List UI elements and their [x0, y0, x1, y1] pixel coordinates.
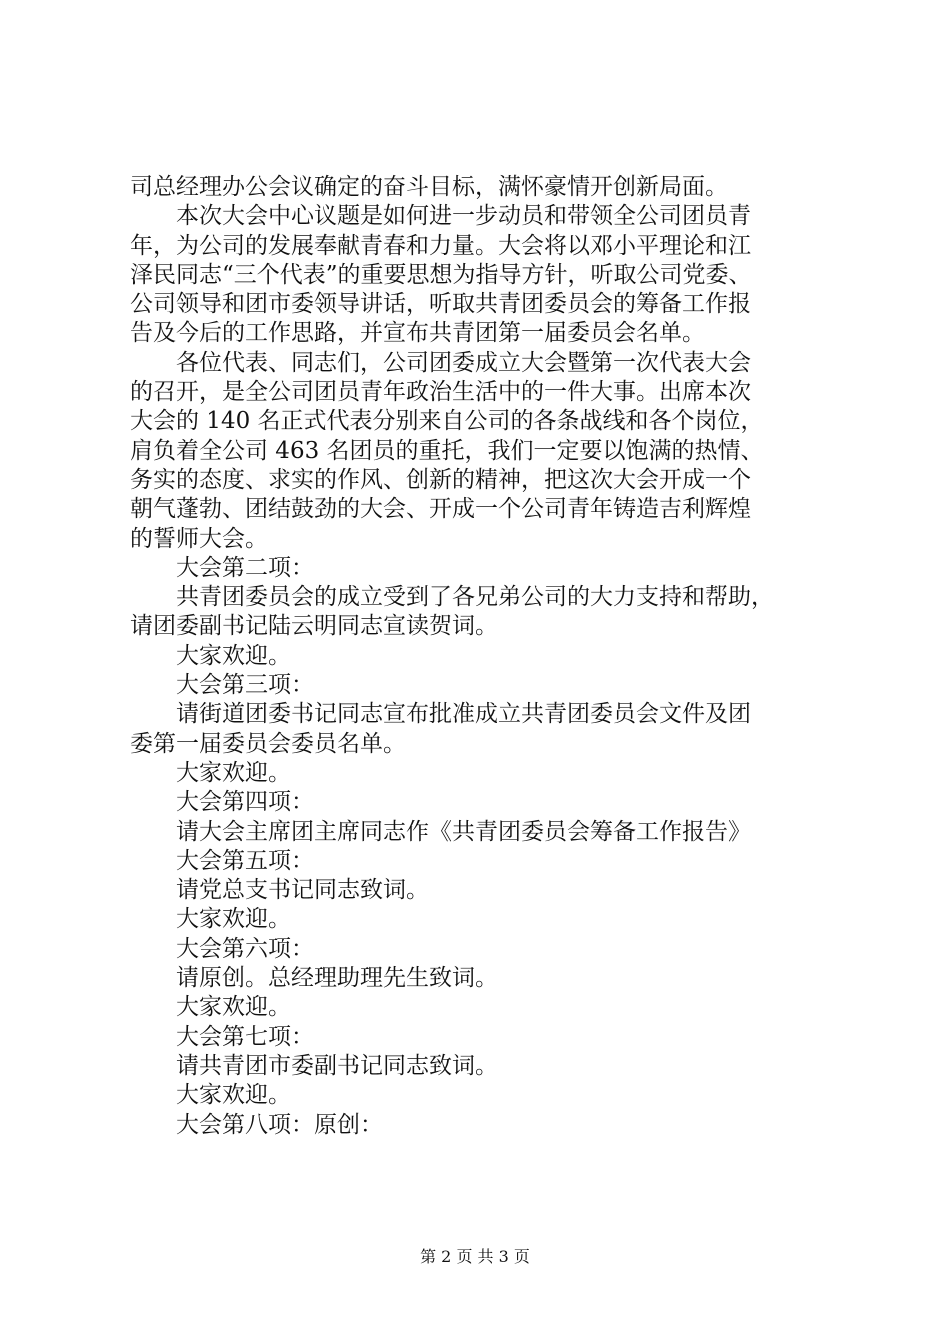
text-line: 大会的 140 名正式代表分别来自公司的各条战线和各个岗位，	[130, 408, 764, 435]
text-line: 大会第三项：	[176, 672, 314, 699]
text-line: 务实的态度、求实的作风、创新的精神，把这次大会开成一个	[130, 466, 751, 493]
text-line: 大家欢迎。	[176, 642, 291, 669]
text-line: 肩负着全公司 463 名团员的重托，我们一定要以饱满的热情、	[130, 437, 764, 464]
text-line: 请共青团市委副书记同志致词。	[176, 1052, 498, 1079]
text-line: 大会第六项：	[176, 935, 314, 962]
text-line: 大会第五项：	[176, 847, 314, 874]
text-line: 本次大会中心议题是如何进一步动员和带领全公司团员青	[176, 203, 751, 230]
text-line: 大会第二项：	[176, 554, 314, 581]
text-line: 的誓师大会。	[130, 525, 268, 552]
text-line: 请大会主席团主席同志作《共青团委员会筹备工作报告》	[176, 818, 751, 845]
text-line: 大家欢迎。	[176, 759, 291, 786]
text-line: 请原创。总经理助理先生致词。	[176, 965, 498, 992]
text-line: 委第一届委员会委员名单。	[130, 730, 406, 757]
text-line: 大家欢迎。	[176, 1082, 291, 1109]
text-line: 公司领导和团市委领导讲话，听取共青团委员会的筹备工作报	[130, 291, 751, 318]
text-line: 司总经理办公会议确定的奋斗目标，满怀豪情开创新局面。	[130, 174, 728, 200]
text-line: 大家欢迎。	[176, 906, 291, 933]
text-line: 共青团委员会的成立受到了各兄弟公司的大力支持和帮助，	[176, 584, 774, 611]
text-line: 朝气蓬勃、团结鼓劲的大会、开成一个公司青年铸造吉利辉煌	[130, 496, 751, 523]
text-line: 泽民同志“三个代表”的重要思想为指导方针，听取公司党委、	[130, 261, 752, 288]
text-line: 的召开，是全公司团员青年政治生活中的一件大事。出席本次	[130, 379, 751, 406]
text-line: 大会第四项：	[176, 789, 314, 816]
text-line: 大会第八项：原创：	[176, 1111, 383, 1138]
document-body	[130, 173, 830, 1140]
text-line: 年，为公司的发展奉献青春和力量。大会将以邓小平理论和江	[130, 232, 751, 259]
text-line: 大家欢迎。	[176, 994, 291, 1021]
page-number-footer: 第 2 页 共 3 页	[420, 1247, 530, 1266]
text-line: 大会第七项：	[176, 1023, 314, 1050]
text-line: 告及今后的工作思路，并宣布共青团第一届委员会名单。	[130, 320, 705, 347]
text-line: 请党总支书记同志致词。	[176, 877, 429, 904]
text-line: 各位代表、同志们，公司团委成立大会暨第一次代表大会	[176, 349, 751, 376]
text-line: 请街道团委书记同志宣布批准成立共青团委员会文件及团	[176, 701, 751, 728]
text-line: 请团委副书记陆云明同志宣读贺词。	[130, 613, 498, 640]
